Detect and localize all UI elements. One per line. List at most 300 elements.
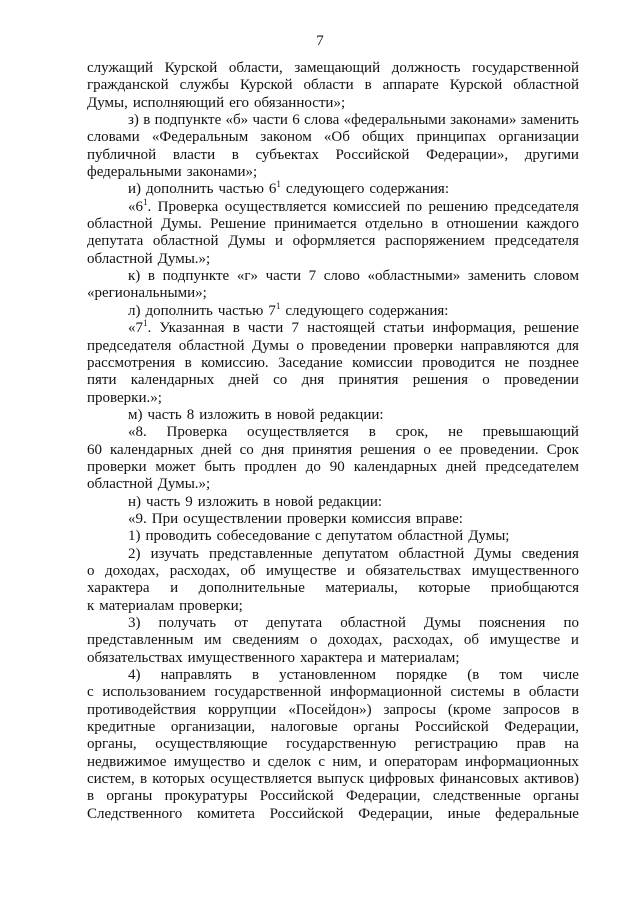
word: областной	[87, 476, 153, 493]
word: быть	[204, 458, 236, 475]
word: изложить	[197, 493, 259, 510]
word: комиссия	[351, 510, 411, 527]
word: 8	[186, 406, 195, 423]
word: 7	[308, 268, 317, 285]
word: новой	[276, 406, 315, 423]
word: «г»	[236, 268, 258, 285]
text-line	[87, 546, 579, 563]
word: получать	[158, 615, 217, 631]
text-line	[87, 511, 579, 528]
text-line	[87, 129, 579, 146]
word: настоящей	[307, 320, 376, 337]
word: слова	[304, 112, 340, 129]
word: комитета	[197, 805, 255, 822]
text-line	[87, 650, 579, 667]
word: словом	[533, 268, 579, 285]
word: законами»;	[186, 164, 258, 181]
word: аппарате	[382, 77, 439, 94]
word: сделок	[267, 753, 311, 770]
word: осуществляется	[224, 198, 327, 215]
word: Проверка	[157, 198, 219, 215]
word: календарных	[130, 372, 215, 389]
text-line	[87, 112, 579, 129]
word: цифровых	[369, 771, 435, 788]
word: 2)	[128, 545, 141, 562]
word: Думы	[474, 545, 512, 562]
word: коррупции	[207, 701, 277, 718]
word: имущество	[173, 753, 246, 770]
word: органы	[106, 788, 153, 805]
word: расходах,	[393, 632, 454, 649]
word: «$7^1$.	[128, 318, 152, 337]
word: 1)	[128, 528, 141, 545]
word: областной	[178, 337, 245, 354]
word: Заседание	[278, 354, 343, 371]
word: представленные	[209, 545, 313, 562]
text-line	[87, 615, 579, 632]
word: государственной	[472, 60, 579, 76]
text-line	[87, 476, 579, 493]
word: Думы	[423, 615, 461, 631]
word: систем,	[87, 771, 135, 788]
word: решения	[360, 441, 416, 458]
word: Думы	[228, 233, 266, 250]
word: части	[247, 320, 284, 337]
word: частью	[217, 302, 264, 319]
word: н)	[128, 493, 142, 510]
word: Курской	[239, 77, 293, 94]
word: с	[314, 528, 322, 545]
text-line	[87, 563, 579, 580]
word: 7	[291, 320, 299, 337]
word: Указанная	[159, 320, 225, 337]
word: и	[346, 562, 356, 579]
word: «Об	[323, 129, 350, 146]
superscript: 1	[276, 179, 281, 190]
word: «$6^1$.	[128, 196, 152, 215]
word: о	[423, 441, 431, 458]
word: Российской	[414, 719, 489, 736]
word: проверки	[286, 510, 347, 527]
word: информация,	[432, 320, 516, 337]
superscript: 1	[143, 196, 148, 207]
word: части	[252, 112, 288, 129]
word: проводить	[145, 528, 212, 545]
text-line	[87, 196, 579, 216]
word: в	[431, 216, 439, 233]
word: Федерации,	[345, 788, 421, 805]
word: к	[87, 597, 95, 614]
word: изучать	[150, 545, 199, 562]
word: Федерации»,	[426, 146, 509, 163]
word: «8.	[128, 424, 147, 441]
word: со	[239, 441, 254, 458]
word: в	[264, 406, 272, 423]
word: При	[151, 510, 179, 527]
word: решения	[412, 372, 469, 389]
word: следственные	[432, 788, 521, 805]
word: редакции:	[319, 406, 384, 423]
word: комиссию.	[201, 354, 269, 371]
word: в	[513, 684, 521, 701]
word: председателя	[87, 337, 172, 354]
word: федеральные	[495, 805, 579, 822]
word: дополнить	[145, 302, 213, 319]
word: «9.	[128, 510, 147, 527]
word: областной	[340, 615, 406, 631]
word: установленном	[279, 667, 376, 684]
word: принципах	[416, 129, 487, 146]
word: дополнительные	[198, 580, 305, 597]
word: порядке	[396, 667, 448, 684]
word: частью	[218, 181, 264, 198]
word: изложить	[199, 406, 260, 423]
word: Следственного	[87, 805, 183, 822]
word: редакции:	[318, 493, 383, 510]
word: имущественного	[471, 562, 579, 579]
word: замещающий	[294, 60, 381, 76]
word: дня	[261, 441, 285, 458]
word: том	[499, 667, 523, 684]
word: им	[204, 632, 222, 649]
word: до	[305, 458, 321, 475]
word: иные	[447, 805, 481, 822]
word: от	[234, 615, 248, 631]
word: дня	[301, 372, 325, 389]
word: направлять	[160, 667, 232, 684]
word: противодействия	[87, 701, 196, 718]
word: «б»	[225, 112, 249, 129]
word: депутата	[87, 233, 144, 250]
word: м)	[128, 406, 143, 423]
word: в	[251, 667, 260, 684]
word: в	[231, 146, 239, 163]
word: гражданской	[87, 77, 169, 94]
word: пояснения	[479, 615, 546, 631]
word: проведении	[311, 337, 387, 354]
word: подпункте	[154, 112, 222, 129]
word: дней	[228, 372, 259, 389]
word: председателя	[494, 233, 579, 250]
word: следующего	[285, 302, 364, 319]
word: депутата	[265, 615, 323, 631]
word: общих	[362, 129, 405, 146]
text-line	[87, 459, 579, 476]
word: областной	[397, 528, 464, 545]
word: информационной	[329, 684, 442, 701]
word: «Федеральным	[151, 129, 249, 146]
word: субъектах	[255, 146, 319, 163]
text-line	[87, 442, 579, 459]
word: $7^1$	[268, 300, 281, 319]
word: председателя	[494, 198, 579, 215]
text-line	[87, 754, 579, 771]
word: комиссией	[332, 198, 401, 215]
word: финансовых	[439, 771, 519, 788]
word: и	[367, 649, 376, 666]
word: недвижимое	[87, 753, 167, 770]
word: превышающий	[482, 424, 579, 441]
word: 3)	[128, 615, 141, 631]
word: и	[368, 753, 377, 770]
text-line	[87, 806, 579, 823]
word: депутатом	[326, 528, 393, 545]
word: имущественного	[187, 649, 295, 666]
word: организации,	[170, 719, 256, 736]
word: государственной	[214, 684, 322, 701]
word: Решение	[210, 216, 266, 233]
word: которых	[152, 771, 206, 788]
word: Срок	[546, 441, 579, 458]
text-line	[87, 60, 579, 77]
word: материалам;	[380, 649, 460, 666]
word: и)	[128, 181, 142, 198]
word: осуществлении	[183, 510, 282, 527]
word: осуществляющие	[155, 736, 268, 753]
word: числе	[542, 667, 579, 684]
word: депутатом	[322, 545, 389, 562]
word: не	[504, 354, 520, 371]
word: дней	[201, 441, 232, 458]
word: проводится	[422, 354, 496, 371]
word: о	[87, 562, 95, 579]
text-line	[87, 667, 579, 684]
word: области	[528, 684, 579, 701]
word: решение	[523, 320, 579, 337]
word: об	[463, 632, 480, 649]
word: словами	[87, 129, 140, 146]
word: о	[296, 337, 304, 354]
word: о	[309, 632, 318, 649]
word: которые	[418, 580, 471, 597]
word: содержания:	[368, 302, 449, 319]
word: принятия	[338, 372, 399, 389]
word: запросов	[502, 701, 560, 718]
word: председателем	[485, 458, 579, 475]
word: сведения	[521, 545, 579, 562]
word: Российской	[335, 146, 410, 163]
word: другими	[524, 146, 579, 163]
word: об	[240, 562, 256, 579]
word: области,	[228, 60, 283, 76]
text-line	[87, 719, 579, 736]
word: Думы,	[87, 94, 128, 111]
word: запросы	[383, 701, 437, 718]
word: активов)	[524, 771, 579, 788]
word: в	[368, 424, 376, 441]
text-line	[87, 300, 579, 320]
word: операторам	[384, 753, 458, 770]
text-line	[87, 233, 579, 250]
word: принятия	[292, 441, 353, 458]
page-number: 7	[316, 33, 324, 49]
word: органы	[353, 719, 400, 736]
word: «Посейдон»)	[288, 701, 372, 718]
text-line	[87, 147, 579, 164]
text-line	[87, 338, 579, 355]
word: подпункте	[162, 268, 230, 285]
word: слово	[323, 268, 360, 285]
word: Думы;	[468, 528, 510, 545]
word: продлен	[244, 458, 297, 475]
word: заменить	[467, 268, 527, 285]
word: позднее	[528, 354, 579, 371]
word: заменить	[520, 112, 579, 129]
text-line	[87, 320, 579, 337]
word: публичной	[87, 146, 157, 163]
word: в	[232, 320, 240, 337]
word: в	[184, 354, 192, 371]
text-line	[87, 788, 579, 805]
text-line	[87, 164, 579, 181]
word: Российской	[259, 788, 334, 805]
text-line	[87, 77, 579, 94]
word: календарных	[109, 441, 194, 458]
word: органы,	[87, 736, 137, 753]
word: сведениям	[232, 632, 300, 649]
word: $6^1$	[268, 179, 281, 198]
word: части	[265, 268, 302, 285]
word: Думы.»;	[157, 476, 211, 493]
word: органы	[533, 788, 579, 805]
word: к)	[128, 268, 141, 285]
word: отдельно	[365, 216, 423, 233]
word: ним,	[332, 753, 362, 770]
text-line	[87, 251, 579, 268]
word: характера	[87, 580, 150, 597]
word: служащий	[87, 60, 154, 76]
word: проведении	[504, 372, 579, 389]
word: Проверка	[166, 424, 228, 441]
word: проверки	[393, 337, 453, 354]
word: прокуратуры	[164, 788, 248, 805]
text-line	[87, 771, 579, 788]
word: прав	[516, 736, 546, 753]
word: 90	[329, 458, 345, 475]
word: областной	[152, 233, 219, 250]
word: проверки;	[179, 597, 243, 614]
text-line	[87, 494, 579, 511]
word: для	[556, 337, 579, 354]
word: областной	[87, 216, 153, 233]
word: каждого	[526, 216, 579, 233]
word: календарных	[353, 458, 438, 475]
word: налоговые	[270, 719, 338, 736]
word: информационных	[465, 753, 579, 770]
text-line	[87, 736, 579, 753]
word: представленным	[87, 632, 194, 649]
word: в	[263, 493, 271, 510]
word: новой	[275, 493, 314, 510]
word: имуществе	[489, 632, 561, 649]
word: Думы	[251, 337, 289, 354]
text-line	[87, 390, 579, 407]
word: в	[143, 112, 151, 129]
word: и	[570, 632, 579, 649]
text-line	[87, 684, 579, 701]
word: и	[252, 753, 261, 770]
word: Российской	[269, 805, 344, 822]
word: Курской	[164, 60, 218, 76]
word: дней	[446, 458, 477, 475]
word: содержания:	[369, 181, 450, 198]
word: на	[564, 736, 579, 753]
word: обязанности»;	[254, 94, 346, 111]
word: расходах,	[169, 562, 230, 579]
word: «федеральными	[343, 112, 446, 129]
text-line	[87, 285, 579, 302]
word: 60	[87, 441, 102, 458]
word: Думы.	[160, 216, 202, 233]
word: дополнить	[146, 181, 214, 198]
word: по	[406, 198, 423, 215]
word: следующего	[285, 181, 365, 198]
word: имуществе	[266, 562, 337, 579]
word: областной	[398, 545, 465, 562]
word: (кроме	[447, 701, 492, 718]
word: оформляется	[292, 233, 376, 250]
word: законами»	[450, 112, 517, 129]
word: области	[303, 77, 354, 94]
word: государственную	[286, 736, 397, 753]
word: осуществляется	[247, 424, 349, 441]
word: со	[273, 372, 288, 389]
word: может	[155, 458, 196, 475]
word: использованием	[102, 684, 206, 701]
text-line	[87, 632, 579, 649]
word: 9	[185, 493, 193, 510]
word: не	[448, 424, 463, 441]
text-line	[87, 95, 579, 112]
word: с	[87, 684, 94, 701]
word: доходах,	[104, 562, 160, 579]
word: статьи	[383, 320, 425, 337]
word: Федерации,	[504, 719, 579, 736]
word: в	[87, 788, 95, 805]
word: организации	[498, 129, 579, 146]
word: часть	[147, 406, 182, 423]
text-line	[87, 216, 579, 233]
word: рассмотрения	[87, 354, 176, 371]
document-body	[87, 60, 579, 823]
word: системы	[450, 684, 505, 701]
text-line	[87, 355, 579, 372]
word: проверки.»;	[87, 389, 162, 406]
word: законом	[260, 129, 312, 146]
word: в	[364, 77, 372, 94]
word: распоряжением	[385, 233, 485, 250]
word: кредитные	[87, 719, 156, 736]
text-line	[87, 268, 579, 285]
word: принимается	[274, 216, 357, 233]
word: регистрацию	[414, 736, 498, 753]
word: исполняющий	[132, 94, 225, 111]
text-line	[87, 702, 579, 719]
word: собеседование	[216, 528, 310, 545]
word: доходах,	[328, 632, 383, 649]
text-line	[87, 424, 579, 441]
word: материалам	[99, 597, 175, 614]
word: в	[139, 771, 148, 788]
word: с	[318, 753, 325, 770]
text-line	[87, 598, 579, 615]
word: областной	[513, 77, 579, 94]
word: з)	[128, 112, 139, 129]
word: областной	[87, 250, 153, 267]
word: «областными»	[367, 268, 461, 285]
word: отношении	[446, 216, 519, 233]
text-line	[87, 580, 579, 597]
